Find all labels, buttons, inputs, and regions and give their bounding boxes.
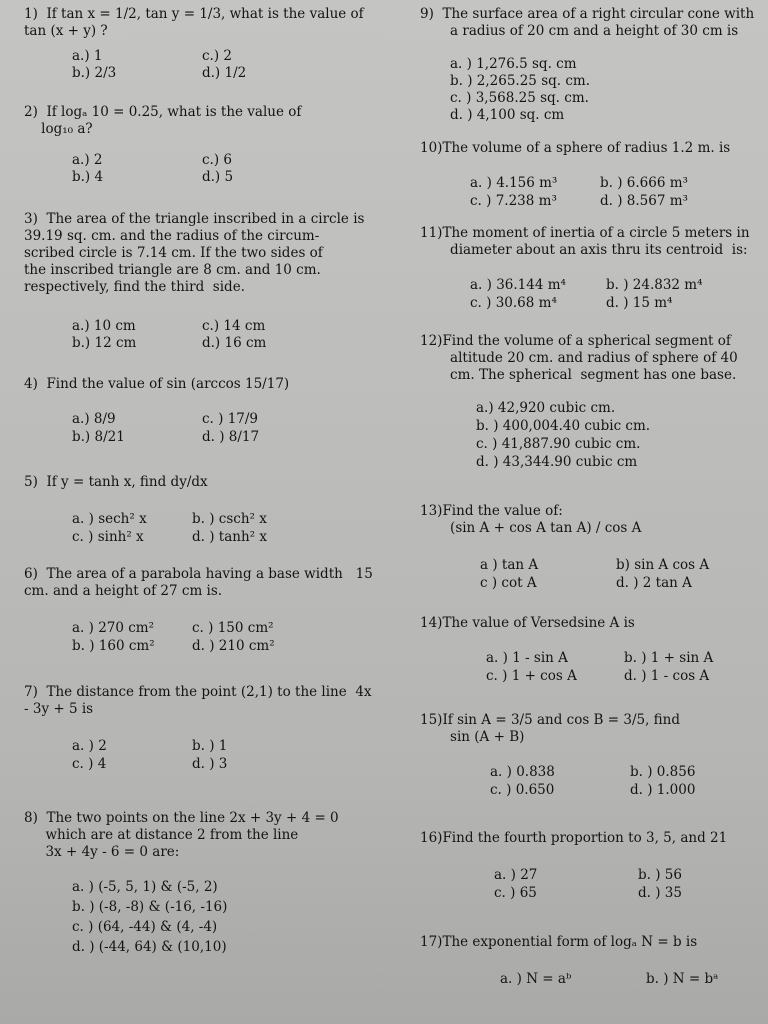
question-11	[420, 225, 760, 315]
question-16-option-c: c. ) 65	[494, 885, 537, 901]
question-14-option-c: c. ) 1 + cos A	[486, 668, 577, 684]
question-6	[24, 566, 384, 658]
question-9-option-b: b. ) 2,265.25 sq. cm.	[450, 73, 590, 89]
question-14-option-d: d. ) 1 - cos A	[624, 668, 710, 684]
question-16-option-d: d. ) 35	[638, 885, 682, 901]
question-16-text: 16)Find the fourth proportion to 3, 5, and 21	[420, 830, 728, 846]
question-3-option-d: d.) 16 cm	[202, 335, 267, 351]
question-15-option-c: c. ) 0.650	[490, 782, 555, 798]
question-6-option-b: b. ) 160 cm²	[72, 638, 155, 654]
question-9-option-d: d. ) 4,100 sq. cm	[450, 107, 565, 123]
question-8-option-b: b. ) (-8, -8) & (-16, -16)	[72, 899, 228, 915]
question-7	[24, 684, 384, 776]
question-9-option-a: a. ) 1,276.5 sq. cm	[450, 56, 577, 72]
question-6-text: 6) The area of a parabola having a base width 15 cm. and a height of 27 cm is.	[24, 566, 373, 599]
question-1	[24, 6, 384, 86]
question-7-option-c: c. ) 4	[72, 756, 107, 772]
question-5-option-c: c. ) sinh² x	[72, 529, 144, 545]
question-4-option-c: c. ) 17/9	[202, 411, 259, 427]
question-11-option-b: b. ) 24.832 m⁴	[606, 277, 703, 293]
question-15-option-b: b. ) 0.856	[630, 764, 696, 780]
question-7-text: 7) The distance from the point (2,1) to the line 4x - 3y + 5 is	[24, 684, 372, 717]
question-2-option-c: c.) 6	[202, 152, 232, 168]
question-2-option-d: d.) 5	[202, 169, 234, 185]
question-12-option-d: d. ) 43,344.90 cubic cm	[476, 454, 638, 470]
question-13-option-b: b) sin A cos A	[616, 557, 710, 573]
question-16-option-b: b. ) 56	[638, 867, 682, 883]
question-2-option-b: b.) 4	[72, 169, 104, 185]
question-1-option-d: d.) 1/2	[202, 65, 247, 81]
question-14-text: 14)The value of Versedsine A is	[420, 615, 635, 631]
question-16-option-a: a. ) 27	[494, 867, 538, 883]
question-12-option-a: a.) 42,920 cubic cm.	[476, 400, 616, 416]
question-1-text: 1) If tan x = 1/2, tan y = 1/3, what is the value of tan (x + y) ?	[24, 6, 364, 39]
question-12	[420, 333, 760, 474]
question-15-text: 15)If sin A = 3/5 and cos B = 3/5, find sin (A + B)	[420, 712, 681, 745]
question-13-option-d: d. ) 2 tan A	[616, 575, 692, 591]
question-7-option-a: a. ) 2	[72, 738, 107, 754]
question-17-option-a: a. ) N = aᵇ	[500, 971, 572, 987]
question-8-option-d: d. ) (-44, 64) & (10,10)	[72, 939, 227, 955]
question-10	[420, 140, 760, 213]
question-5	[24, 474, 384, 549]
question-13-option-a: a ) tan A	[480, 557, 539, 573]
question-8	[24, 810, 384, 959]
question-15-option-d: d. ) 1.000	[630, 782, 696, 798]
question-8-text: 8) The two points on the line 2x + 3y + 4 = 0 which are at distance 2 from the line 3x + 4y - 6 = 0 are:	[24, 810, 339, 860]
question-3-option-a: a.) 10 cm	[72, 318, 136, 334]
question-12-option-c: c. ) 41,887.90 cubic cm.	[476, 436, 641, 452]
question-2-text: 2) If logₐ 10 = 0.25, what is the value of log₁₀ a?	[24, 104, 302, 137]
question-11-option-a: a. ) 36.144 m⁴	[470, 277, 566, 293]
question-4-text: 4) Find the value of sin (arccos 15/17)	[24, 376, 290, 392]
question-2-option-a: a.) 2	[72, 152, 103, 168]
question-10-option-d: d. ) 8.567 m³	[600, 193, 688, 209]
question-13-text: 13)Find the value of: (sin A + cos A tan A) / cos A	[420, 503, 642, 536]
question-3	[24, 211, 384, 356]
question-15	[420, 712, 760, 802]
question-6-option-c: c. ) 150 cm²	[192, 620, 274, 636]
question-4	[24, 376, 384, 449]
question-10-option-c: c. ) 7.238 m³	[470, 193, 557, 209]
question-1-option-b: b.) 2/3	[72, 65, 117, 81]
question-17-option-b: b. ) N = bᵃ	[646, 971, 719, 987]
question-11-text: 11)The moment of inertia of a circle 5 meters in diameter about an axis thru its centroid is:	[420, 225, 750, 258]
question-7-option-b: b. ) 1	[192, 738, 228, 754]
question-1-option-a: a.) 1	[72, 48, 103, 64]
question-8-option-a: a. ) (-5, 5, 1) & (-5, 2)	[72, 879, 218, 895]
question-5-option-d: d. ) tanh² x	[192, 529, 267, 545]
question-11-option-c: c. ) 30.68 m⁴	[470, 295, 557, 311]
question-15-option-a: a. ) 0.838	[490, 764, 555, 780]
question-5-option-b: b. ) csch² x	[192, 511, 267, 527]
question-14	[420, 615, 760, 688]
question-9-text: 9) The surface area of a right circular cone with a radius of 20 cm and a height of 30 cm is	[420, 6, 755, 39]
question-17	[420, 934, 760, 991]
question-5-text: 5) If y = tanh x, find dy/dx	[24, 474, 208, 490]
question-12-text: 12)Find the volume of a spherical segment of altitude 20 cm. and radius of sphere of 40 cm. The spherical segment has one base.	[420, 333, 738, 383]
question-8-option-c: c. ) (64, -44) & (4, -4)	[72, 919, 218, 935]
question-3-text: 3) The area of the triangle inscribed in a circle is 39.19 sq. cm. and the radius of the circum- scribed circle is 7.14 cm. If the two sides of the inscribed triangle are 8 cm. and 10 cm. respectively, find the third side.	[24, 211, 365, 295]
question-6-option-d: d. ) 210 cm²	[192, 638, 275, 654]
question-2	[24, 104, 384, 190]
question-5-option-a: a. ) sech² x	[72, 511, 147, 527]
question-4-option-a: a.) 8/9	[72, 411, 116, 427]
question-10-option-b: b. ) 6.666 m³	[600, 175, 688, 191]
question-16	[420, 830, 760, 905]
question-9	[420, 6, 760, 130]
question-1-option-c: c.) 2	[202, 48, 232, 64]
question-4-option-d: d. ) 8/17	[202, 429, 260, 445]
question-10-option-a: a. ) 4.156 m³	[470, 175, 558, 191]
question-11-option-d: d. ) 15 m⁴	[606, 295, 673, 311]
question-13-option-c: c ) cot A	[480, 575, 537, 591]
question-12-option-b: b. ) 400,004.40 cubic cm.	[476, 418, 651, 434]
question-7-option-d: d. ) 3	[192, 756, 228, 772]
question-13	[420, 503, 760, 595]
question-3-option-c: c.) 14 cm	[202, 318, 266, 334]
question-3-option-b: b.) 12 cm	[72, 335, 137, 351]
question-14-option-b: b. ) 1 + sin A	[624, 650, 714, 666]
question-14-option-a: a. ) 1 - sin A	[486, 650, 568, 666]
question-10-text: 10)The volume of a sphere of radius 1.2 m. is	[420, 140, 731, 156]
question-9-option-c: c. ) 3,568.25 sq. cm.	[450, 90, 589, 106]
question-4-option-b: b.) 8/21	[72, 429, 125, 445]
question-17-text: 17)The exponential form of logₐ N = b is	[420, 934, 698, 950]
question-6-option-a: a. ) 270 cm²	[72, 620, 155, 636]
